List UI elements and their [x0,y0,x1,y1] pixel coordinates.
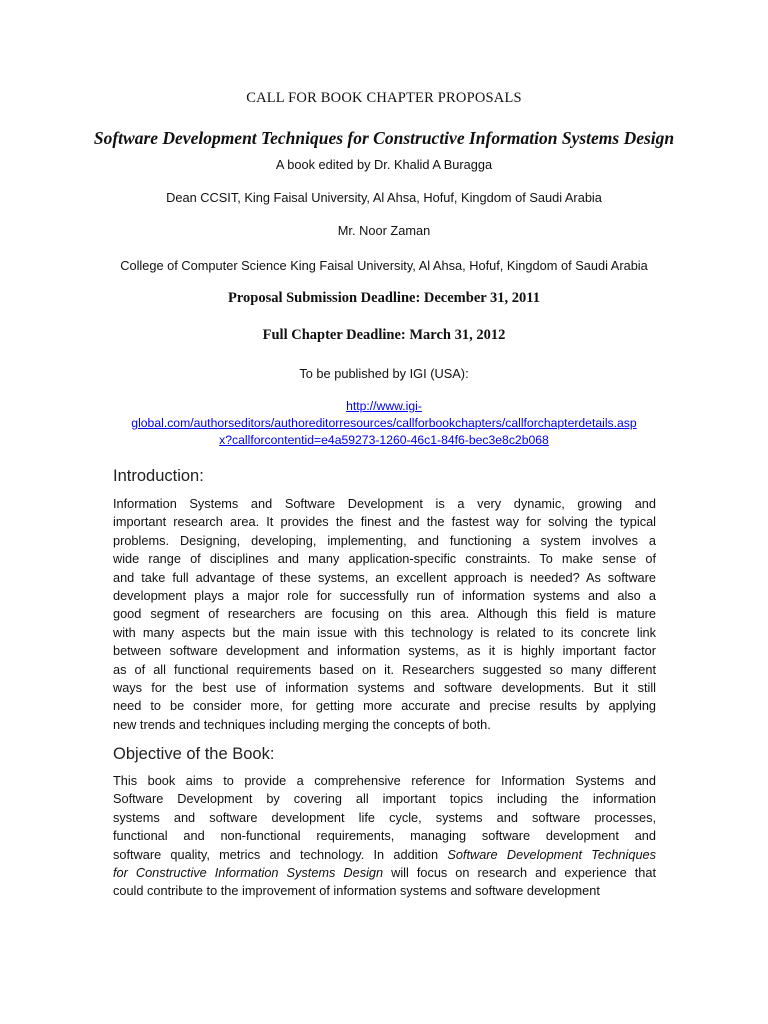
paragraph-line: good segment of researchers are focusing on this area. Although this field is mature [113,606,656,622]
paragraph-line: between software development and information systems, as it is highly important factor [113,643,656,659]
paragraph-line: This book aims to provide a comprehensive reference for Information Systems and [113,773,656,788]
introduction-paragraph [113,495,656,734]
paragraph-line: ways for the best use of information systems and software developments. But it still [113,679,656,695]
introduction-heading: Introduction: [113,467,204,485]
paragraph-line: and take full advantage of these systems, an excellent approach is needed? As software [113,569,656,585]
paragraph-line [113,846,656,864]
paragraph-line: functional and non-functional requirements, managing software development and [113,828,656,844]
book-title-reference: Software Development Techniques [447,846,656,862]
paragraph-line: important research area. It provides the finest and the fastest way for solving the typical [113,514,656,530]
objective-paragraph [113,772,656,901]
paragraph-line: Software Development by covering all important topics including the information [113,791,656,807]
paragraph-line: systems and software development life cycle, systems and software processes, [113,809,656,825]
paragraph-line: problems. Designing, developing, implementing, and functioning a system involves a [113,532,656,548]
book-title: Software Development Techniques for Constructive Information Systems Design [93,128,675,148]
coeditor-line: Mr. Noor Zaman [337,223,431,238]
paragraph-line: with many aspects but the main issue with this technology is related to its concrete link [113,624,656,640]
paragraph-line: wide range of disciplines and many application-specific constraints. To make sense of [113,551,656,567]
paragraph-line: need to be consider more, for getting more accurate and precise results by applying [113,698,656,714]
paragraph-line: could contribute to the improvement of information systems and software development [113,883,600,899]
chapter-deadline: Full Chapter Deadline: March 31, 2012 [262,327,506,343]
line-segment: will focus on research and experience that [383,864,656,880]
objective-heading: Objective of the Book: [113,745,275,763]
editor-affiliation: Dean CCSIT, King Faisal University, Al Ahsa, Hofuf, Kingdom of Saudi Arabia [166,190,602,205]
paragraph-line: new trends and techniques including merging the concepts of both. [113,716,491,732]
link-line[interactable]: x?callforcontentid=e4a59273-1260-46c1-84f6-bec3e8c2b068 [219,433,549,447]
link-line[interactable]: http://www.igi- [346,399,422,413]
coeditor-affiliation: College of Computer Science King Faisal University, Al Ahsa, Hofuf, Kingdom of Saudi Arabia [120,258,648,273]
book-title-reference: for Constructive Information Systems Design [113,864,384,880]
publisher-line: To be published by IGI (USA): [299,366,469,381]
editor-line: A book edited by Dr. Khalid A Buragga [275,157,493,172]
paragraph-line: development plays a major role for successfully run of information systems and also a [113,587,656,603]
paragraph-line: Information Systems and Software Development is a very dynamic, growing and [113,496,656,511]
paragraph-line [113,864,656,882]
call-for-chapter-link[interactable] [108,398,660,449]
proposal-deadline: Proposal Submission Deadline: December 31, 2011 [227,290,541,306]
link-line[interactable]: global.com/authorseditors/authoreditorresources/callforbookchapters/callforchapterdetails.asp [131,416,637,430]
line-segment: software quality, metrics and technology. In addition [113,846,448,862]
call-title: CALL FOR BOOK CHAPTER PROPOSALS [246,90,522,106]
paragraph-line: as of all functional requirements based on it. Researchers suggested so many different [113,661,656,677]
